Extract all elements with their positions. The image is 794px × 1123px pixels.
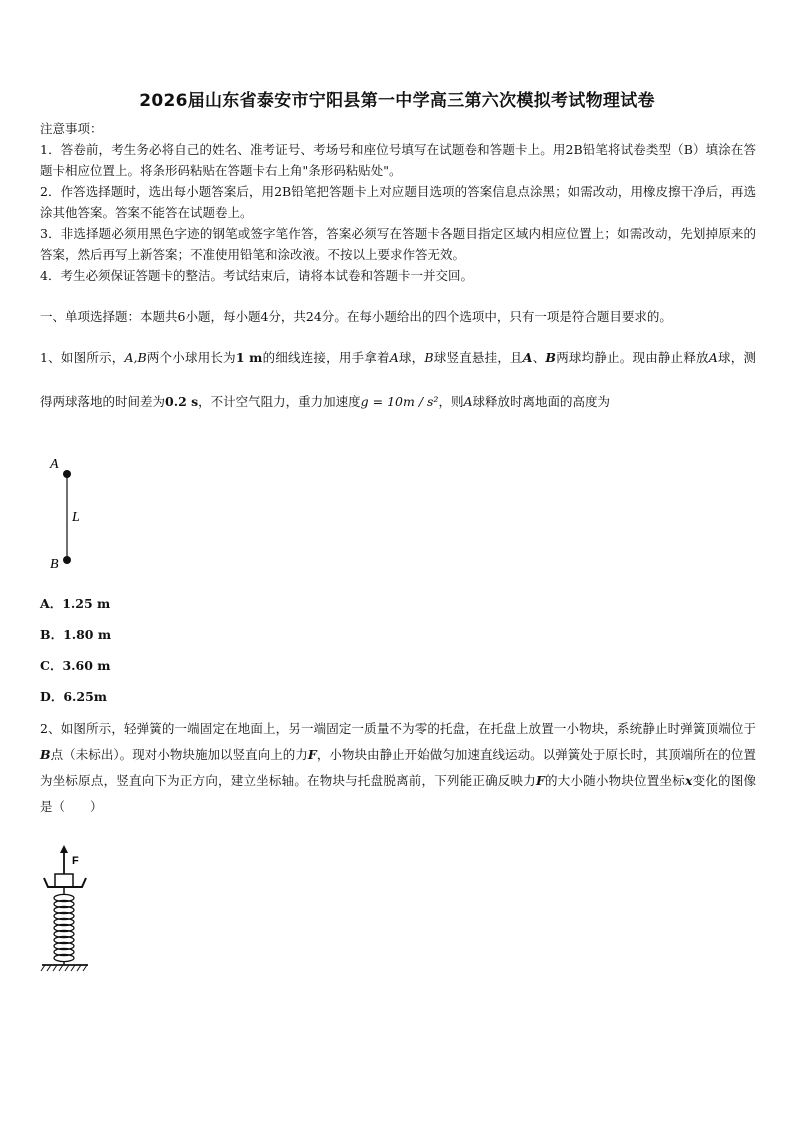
q2-var: F [307, 747, 317, 762]
q1-text: 球， [398, 350, 425, 365]
q1-var: B [545, 350, 556, 365]
q1-text: 两球均静止。现由静止释放 [556, 350, 709, 365]
q1-text: 球释放时离地面的高度为 [472, 394, 610, 409]
q1-text: 两个小球用长为 [146, 350, 236, 365]
q1-figure [40, 448, 100, 578]
note-item-2: 2．作答选择题时，选出每小题答案后，用2B铅笔把答题卡上对应题目选项的答案信息点涂黑；如需改动，用橡皮擦干净后，再选涂其他答案。答案不能答在试题卷上。 [40, 184, 756, 220]
note-item-3: 3．非选择题必须用黑色字迹的钢笔或签字笔作答，答案必须写在答题卡各题目指定区域内相应位置上；如需改动，先划掉原来的答案，然后再写上新答案；不准使用铅笔和涂改液。不按以上要求作答无效。 [40, 226, 756, 262]
q1-option-c[interactable]: C．3.60 m [40, 658, 111, 673]
notes-heading: 注意事项： [40, 121, 103, 136]
force-arrowhead [60, 845, 68, 853]
q1-text: 的细线连接，用手拿着 [262, 350, 390, 365]
q2-text: 点（未标出）。现对小物块施加以竖直向上的力 [50, 747, 308, 762]
spring-coils [54, 894, 74, 961]
q1-text: 球竖直悬挂，且 [433, 350, 523, 365]
force-label: F [72, 855, 79, 867]
small-block [55, 874, 73, 887]
q1-text: 1、如图所示， [40, 350, 125, 365]
note-item-4: 4．考生必须保证答题卡的整洁。考试结束后，请将本试卷和答题卡一并交回。 [40, 268, 473, 283]
q2-var: B [40, 747, 51, 762]
q1-text: ，则 [438, 394, 464, 409]
figure-label-l: L [72, 510, 80, 525]
q1-text: 、 [532, 350, 546, 365]
q2-text: 2、如图所示，轻弹簧的一端固定在地面上，另一端固定一质量不为零的托盘，在托盘上放置一小物块，系统静止时弹簧顶端位于 [40, 721, 756, 736]
ball-b [63, 556, 71, 564]
q1-gravity: g = 10m / s² [360, 394, 439, 409]
q1-var: A [463, 394, 473, 409]
q2-text: 变化的图像是（ ） [40, 773, 756, 814]
section-heading: 一、单项选择题：本题共6小题，每小题4分，共24分。在每小题给出的四个选项中，只有一项是符合题目要求的。 [40, 309, 672, 324]
q1-option-b[interactable]: B．1.80 m [40, 627, 112, 642]
q2-text: ，小物块由静止开始做匀加速直线运动。以弹簧处于原长时，其顶端所在的位置为坐标原点，竖直向下为正方向，建立坐标轴。在物块与托盘脱离前，下列能正确反映力 [40, 747, 756, 788]
q2-var: x [684, 773, 693, 788]
q1-text: 球，测得两球落地的时间差为 [40, 350, 756, 409]
notes-list [40, 139, 756, 286]
q1-time-diff: 0.2 s [165, 394, 199, 409]
q1-var: A,B [124, 350, 147, 365]
note-item-1: 1．答卷前，考生务必将自己的姓名、准考证号、考场号和座位号填写在试题卷和答题卡上。用2B铅笔将试卷类型（B）填涂在答题卡相应位置上。将条形码粘贴在答题卡右上角"条形码粘贴处"。 [40, 142, 756, 178]
q1-option-d[interactable]: D．6.25m [40, 689, 108, 704]
q1-var: A [389, 350, 399, 365]
q1-text: ，不计空气阻力，重力加速度 [198, 394, 361, 409]
figure-label-b: B [50, 557, 59, 572]
ground-hatch [41, 965, 87, 971]
q1-option-a[interactable]: A．1.25 m [40, 596, 111, 611]
q2-var: F [535, 773, 545, 788]
q1-var: A [708, 350, 718, 365]
figure-label-a: A [50, 457, 59, 472]
question-1-text [40, 336, 756, 424]
q1-var: B [424, 350, 434, 365]
q1-length: 1 m [235, 350, 263, 365]
q1-var: A [522, 350, 533, 365]
q2-spring-figure [36, 842, 96, 974]
page-title: 2026届山东省泰安市宁阳县第一中学高三第六次模拟考试物理试卷 [139, 91, 655, 111]
question-2-text [40, 716, 756, 820]
q2-text: 的大小随小物块位置坐标 [544, 773, 685, 788]
